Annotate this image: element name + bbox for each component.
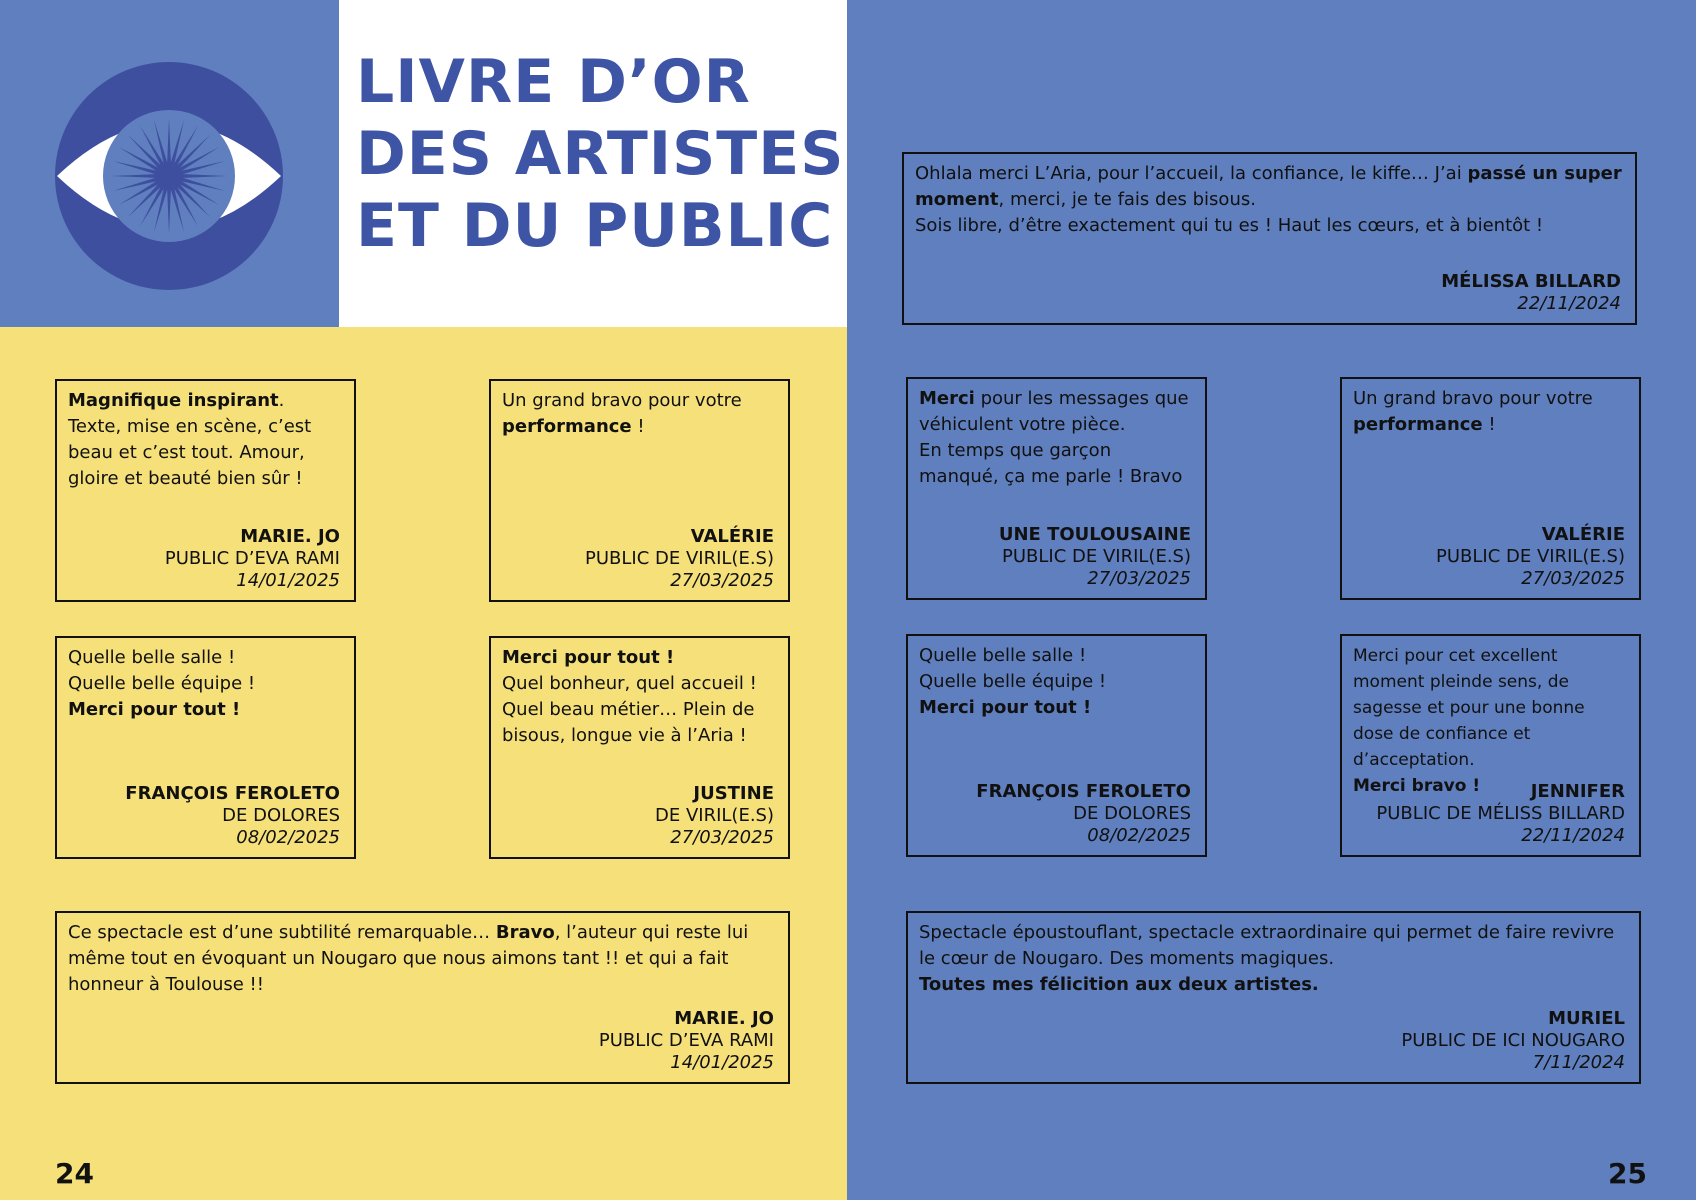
eye-icon	[55, 62, 283, 290]
guestbook-card	[489, 379, 790, 602]
card-signature	[976, 781, 1191, 847]
card-author: MURIEL	[1548, 1008, 1625, 1029]
card-origin: PUBLIC DE VIRIL(E.S)	[1436, 546, 1625, 567]
card-date: 08/02/2025	[236, 827, 340, 848]
card-date: 08/02/2025	[1087, 825, 1191, 846]
card-author: JENNIFER	[1530, 781, 1625, 802]
guestbook-card	[55, 911, 790, 1084]
guestbook-card	[902, 152, 1637, 325]
card-origin: PUBLIC D’EVA RAMI	[164, 548, 340, 569]
card-date: 22/11/2024	[1517, 293, 1621, 314]
card-author: FRANÇOIS FEROLETO	[976, 781, 1191, 802]
card-author: VALÉRIE	[690, 526, 774, 547]
card-message: Un grand bravo pour votre performance !	[1353, 388, 1593, 435]
card-message: Quelle belle salle ! Quelle belle équipe ! Merci pour tout !	[68, 647, 256, 720]
card-origin: PUBLIC DE VIRIL(E.S)	[1002, 546, 1191, 567]
guestbook-card	[906, 377, 1207, 600]
card-origin: PUBLIC DE MÉLISS BILLARD	[1376, 803, 1625, 824]
page-title	[356, 46, 844, 262]
card-author: UNE TOULOUSAINE	[998, 524, 1191, 545]
card-origin: DE DOLORES	[1073, 803, 1191, 824]
guestbook-card	[55, 379, 356, 602]
card-author: VALÉRIE	[1541, 524, 1625, 545]
card-signature	[1441, 271, 1621, 315]
card-signature	[125, 783, 340, 849]
guestbook-card	[55, 636, 356, 859]
card-date: 27/03/2025	[670, 827, 774, 848]
card-author: FRANÇOIS FEROLETO	[125, 783, 340, 804]
card-origin: PUBLIC D’EVA RAMI	[598, 1030, 774, 1051]
guestbook-card	[1340, 634, 1641, 857]
page-number-right: 25	[1608, 1157, 1647, 1190]
card-message: Merci pour tout ! Quel bonheur, quel accueil ! Quel beau métier… Plein de bisous, longue vie à l’Aria !	[502, 647, 757, 746]
page-number-left: 24	[55, 1157, 94, 1190]
card-date: 14/01/2025	[670, 1052, 774, 1073]
card-origin: DE VIRIL(E.S)	[655, 805, 774, 826]
card-signature	[1376, 781, 1625, 847]
card-message: Ce spectacle est d’une subtilité remarquable… Bravo, l’auteur qui reste lui même tout en évoquant un Nougaro que nous aimons tant !! et qui a fait honneur à Toulouse !!	[68, 922, 749, 995]
card-date: 27/03/2025	[1521, 568, 1625, 589]
guestbook-card	[1340, 377, 1641, 600]
card-message: Magnifique inspirant. Texte, mise en scène, c’est beau et c’est tout. Amour, gloire et beauté bien sûr !	[68, 390, 312, 489]
iris-starburst	[111, 118, 227, 234]
card-message: Quelle belle salle ! Quelle belle équipe ! Merci pour tout !	[919, 645, 1107, 718]
card-signature	[165, 526, 340, 592]
card-message: Merci pour les messages que véhiculent votre pièce. En temps que garçon manqué, ça me parle ! Bravo	[919, 388, 1189, 487]
card-date: 7/11/2024	[1532, 1052, 1625, 1073]
title-line-2: DES ARTISTES	[356, 119, 845, 189]
card-origin: PUBLIC DE ICI NOUGARO	[1401, 1030, 1625, 1051]
card-signature	[1401, 1008, 1625, 1074]
card-signature	[999, 524, 1191, 590]
card-origin: DE DOLORES	[222, 805, 340, 826]
title-line-1: LIVRE D’OR	[356, 47, 751, 117]
card-message: Spectacle époustouflant, spectacle extraordinaire qui permet de faire revivre le cœur de Nougaro. Des moments magiques. Toutes mes félicition aux deux artistes.	[919, 922, 1615, 995]
card-date: 27/03/2025	[1087, 568, 1191, 589]
card-message: Un grand bravo pour votre performance !	[502, 390, 742, 437]
card-author: MARIE. JO	[674, 1008, 774, 1029]
card-date: 14/01/2025	[236, 570, 340, 591]
guestbook-card	[906, 634, 1207, 857]
card-author: MARIE. JO	[240, 526, 340, 547]
guestbook-card	[906, 911, 1641, 1084]
card-origin: PUBLIC DE VIRIL(E.S)	[585, 548, 774, 569]
card-date: 22/11/2024	[1521, 825, 1625, 846]
card-signature	[599, 1008, 774, 1074]
card-date: 27/03/2025	[670, 570, 774, 591]
guestbook-card	[489, 636, 790, 859]
title-line-3: ET DU PUBLIC	[356, 191, 834, 261]
card-message: Merci pour cet excellent moment pleinde sens, de sagesse et pour une bonne dose de confiance et d’acceptation. Merci bravo !	[1353, 646, 1585, 796]
card-signature	[1436, 524, 1625, 590]
card-author: JUSTINE	[693, 783, 774, 804]
card-signature	[655, 783, 774, 849]
card-author: MÉLISSA BILLARD	[1441, 271, 1621, 292]
card-message: Ohlala merci L’Aria, pour l’accueil, la confiance, le kiffe… J’ai passé un super moment, merci, je te fais des bisous. Sois libre, d’être exactement qui tu es ! Haut les cœurs, et à bientôt !	[915, 163, 1622, 236]
card-signature	[585, 526, 774, 592]
